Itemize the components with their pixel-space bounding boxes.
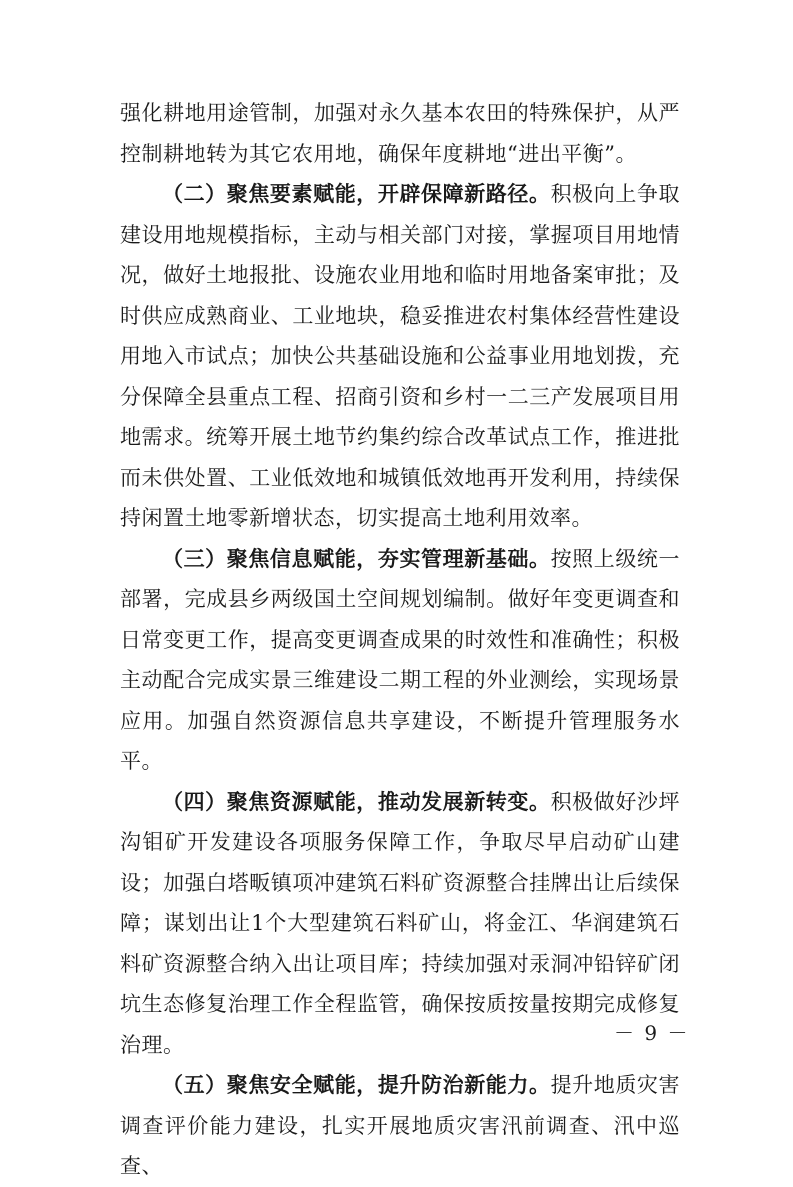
- paragraph-section-4: [120, 782, 680, 1066]
- paragraph-continuation: [120, 93, 680, 174]
- section-heading: （四）聚焦资源赋能，推动发展新转变。: [162, 789, 551, 814]
- paragraph-section-3: [120, 539, 680, 782]
- paragraph-body: 积极做好沙坪沟钼矿开发建设各项服务保障工作，争取尽早启动矿山建设；加强白塔畈镇项冲建筑石料矿资源整合挂牌出让后续保障；谋划出让1个大型建筑石料矿山，将金江、华润建筑石料矿资源整合纳入出让项目库；持续加强对汞洞冲铅锌矿闭坑生态修复治理工作全程监管，确保按质按量按期完成修复治理。: [120, 789, 681, 1057]
- section-heading: （三）聚焦信息赋能，夯实管理新基础。: [162, 546, 551, 571]
- paragraph-body: 按照上级统一部署，完成县乡两级国土空间规划编制。做好年变更调查和日常变更工作，提高变更调查成果的时效性和准确性；积极主动配合完成实景三维建设二期工程的外业测绘，实现场景应用。加强自然资源信息共享建设，不断提升管理服务水平。: [120, 546, 681, 773]
- page-number: － 9 －: [614, 1021, 690, 1045]
- paragraph-body: 积极向上争取建设用地规模指标，主动与相关部门对接，掌握项目用地情况，做好土地报批、设施农业用地和临时用地备案审批；及时供应成熟商业、工业地块，稳妥推进农村集体经营性建设用地入市试点；加快公共基础设施和公益事业用地划拨，充分保障全县重点工程、招商引资和乡村一二三产发展项目用地需求。统筹开展土地节约集约综合改革试点工作，推进批而未供处置、工业低效地和城镇低效地再开发利用，持续保持闲置土地零新增状态，切实提高土地利用效率。: [120, 182, 681, 530]
- paragraph-section-2: [120, 174, 680, 539]
- section-heading: （五）聚焦安全赋能，提升防治新能力。: [162, 1073, 551, 1097]
- paragraph-section-5: [120, 1065, 680, 1187]
- document-body: [120, 93, 680, 1187]
- section-heading: （二）聚焦要素赋能，开辟保障新路径。: [162, 182, 551, 206]
- paragraph-body: 提升地质灾害调查评价能力建设，扎实开展地质灾害汛前调查、汛中巡查、: [120, 1073, 681, 1178]
- paragraph-body: 强化耕地用途管制，加强对永久基本农田的特殊保护，从严控制耕地转为其它农用地，确保年度耕地“进出平衡”。: [120, 101, 680, 166]
